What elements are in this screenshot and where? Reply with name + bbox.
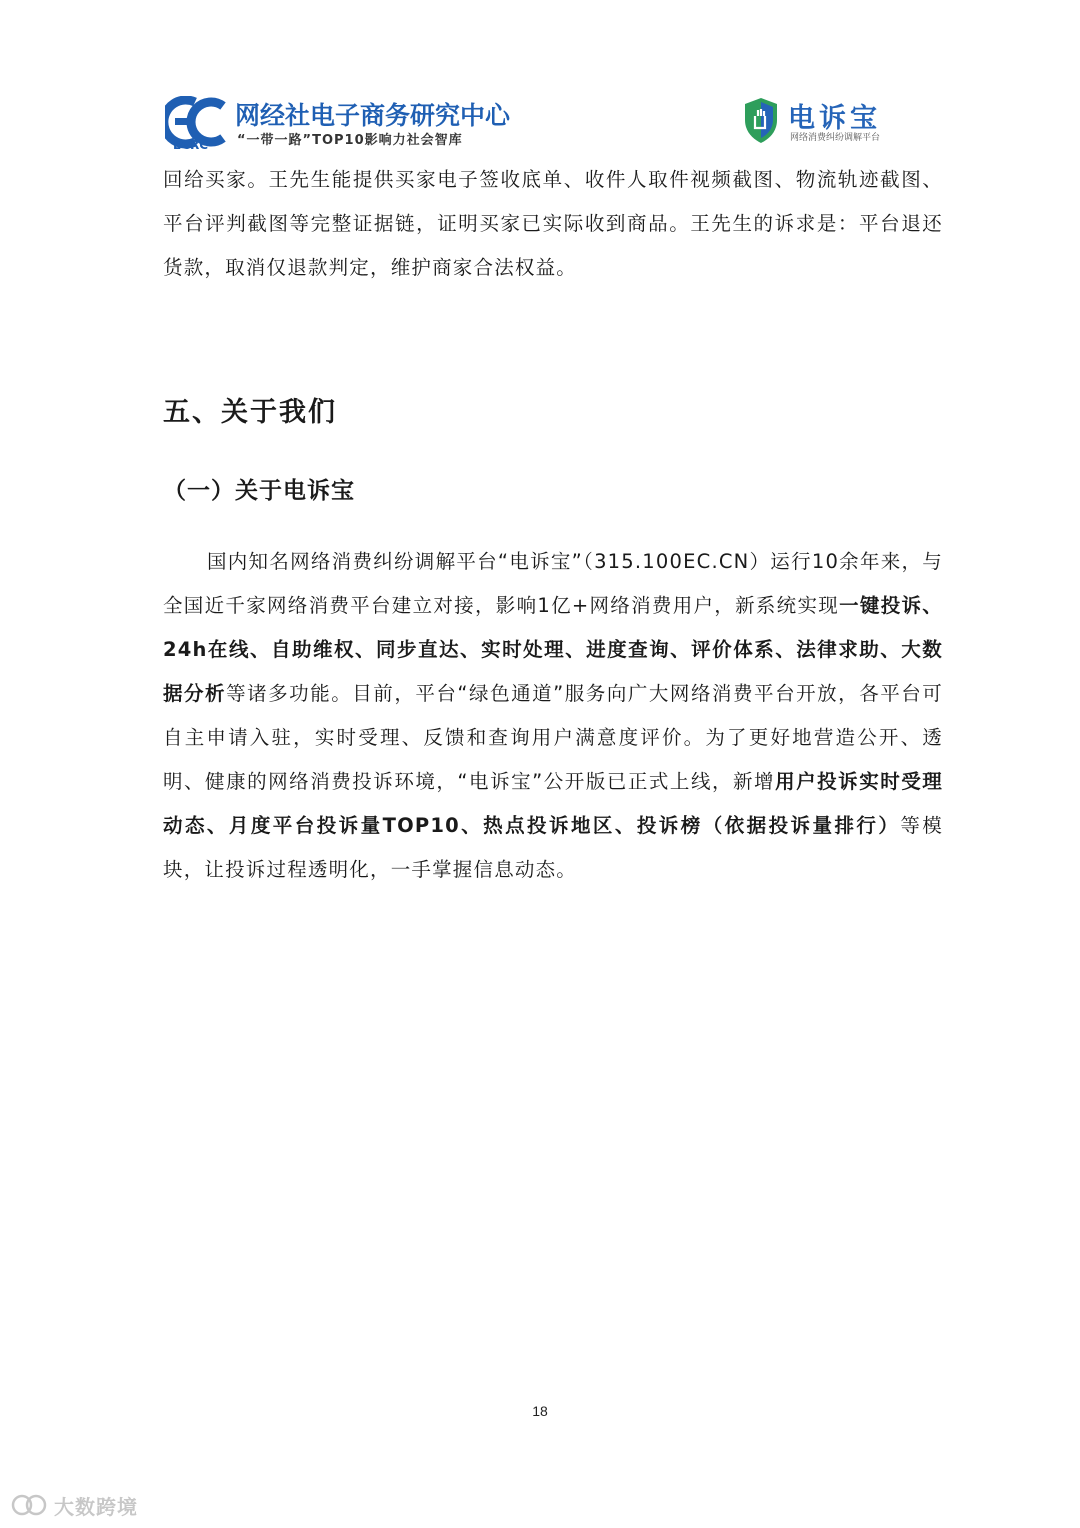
watermark-logo-icon (10, 1492, 50, 1518)
watermark-text: 大数跨境 (54, 1494, 138, 1519)
ecrc-logo-subtitle: “一带一路”TOP10影响力社会智库 (237, 133, 463, 148)
ecrc-logo-title: 网经社电子商务研究中心 (235, 101, 511, 130)
shield-icon (742, 96, 780, 144)
ecrc-logo (165, 96, 511, 156)
intro-block (163, 158, 943, 290)
dianshubao-logo-subtitle: 网络消费纠纷调解平台 (790, 133, 881, 143)
about-paragraph (163, 540, 943, 892)
about-modules-bold: 用户投诉实时受理动态、月度平台投诉量TOP10、热点投诉地区、投诉榜（依据投诉量排行） (163, 770, 943, 837)
dianshubao-logo-title: 电诉宝 (788, 103, 881, 134)
intro-paragraph: 回给买家。王先生能提供买家电子签收底单、收件人取件视频截图、物流轨迹截图、平台评判截图等完整证据链，证明买家已实际收到商品。王先生的诉求是：平台退还货款，取消仅退款判定，维护商家合法权益。 (163, 168, 943, 279)
about-block (163, 540, 943, 892)
page-number: 18 (532, 1403, 548, 1419)
about-features-bold: 一键投诉、24h在线、自助维权、同步直达、实时处理、进度查询、评价体系、法律求助、大数据分析 (163, 594, 943, 705)
watermark (10, 1490, 138, 1520)
about-text-part2: 等诸多功能。目前，平台“绿色通道”服务向广大网络消费平台开放，各平台可自主申请入驻，实时受理、反馈和查询用户满意度评价。为了更好地营造公开、透明、健康的网络消费投诉环境，“电诉宝”公开版已正式上线，新增 (163, 682, 943, 793)
about-text-part1: 国内知名网络消费纠纷调解平台“电诉宝”（315.100EC.CN）运行10余年来，与全国近千家网络消费平台建立对接，影响1亿+网络消费用户，新系统实现 (163, 550, 943, 617)
dianshubao-logo (742, 96, 902, 152)
section-heading: 五、关于我们 (163, 397, 337, 428)
about-text-part3: 等模块，让投诉过程透明化，一手掌握信息动态。 (163, 814, 944, 881)
page-header (0, 0, 1080, 160)
section-subheading: （一）关于电诉宝 (163, 478, 355, 504)
ecrc-logo-abbr: ECRC (173, 138, 209, 152)
